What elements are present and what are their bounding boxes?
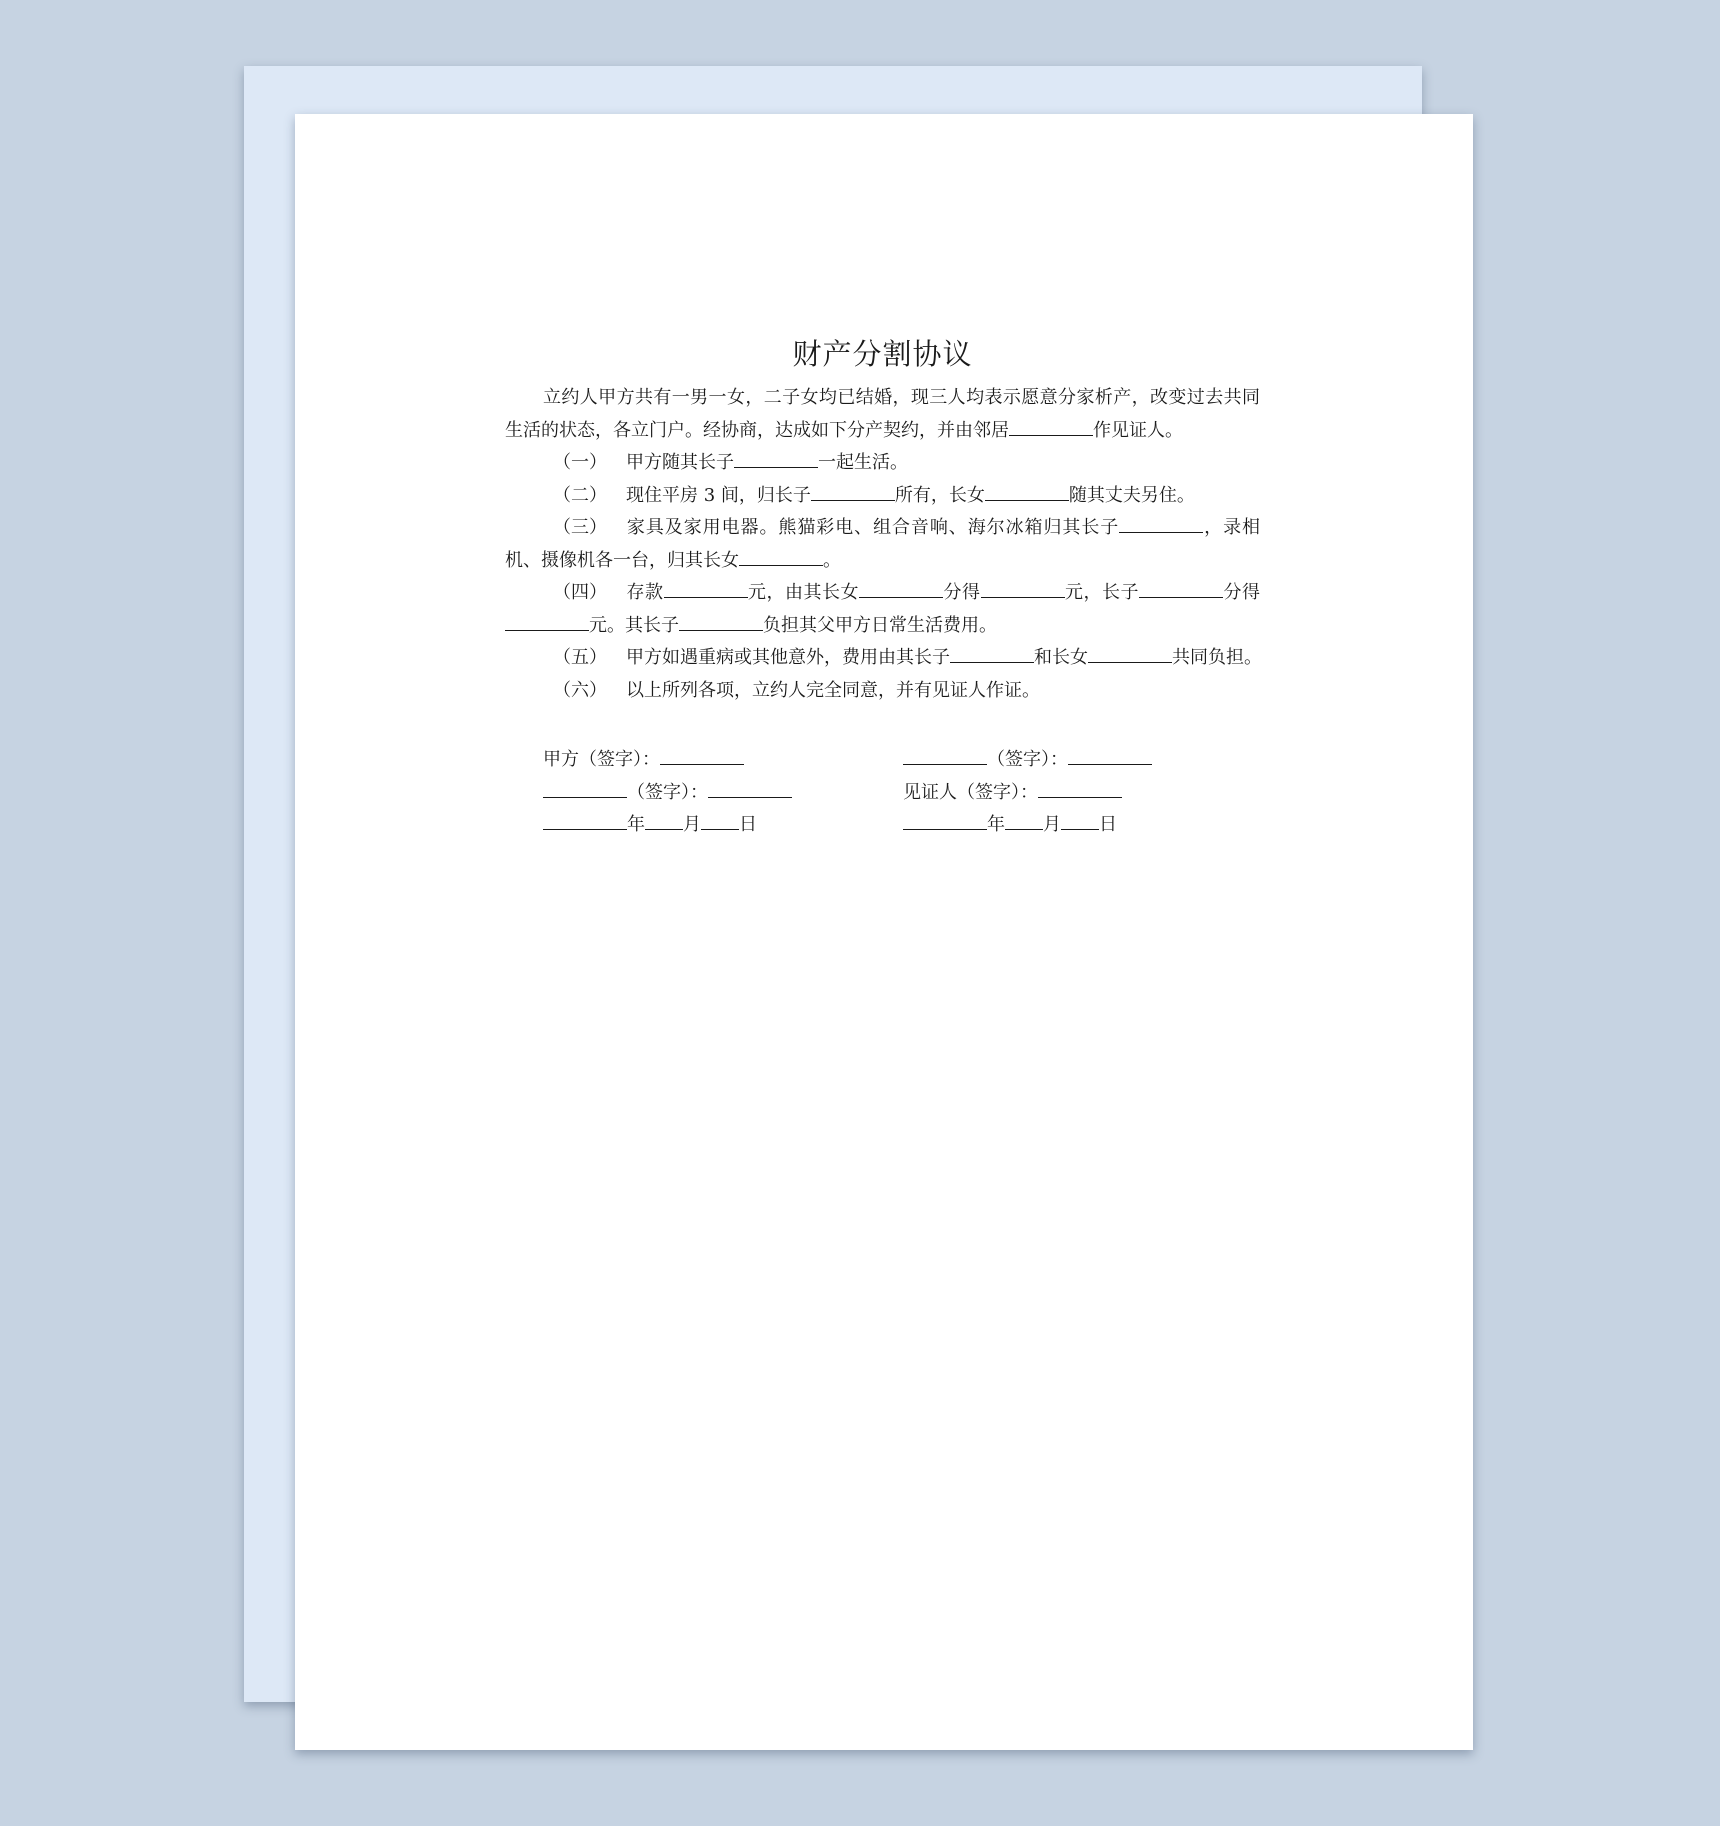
signature-label: 甲方（签字）： [543,749,660,770]
clause-5 [505,642,1260,675]
document-body [505,334,1260,707]
clause-text: 。 [823,549,841,571]
intro-paragraph [505,382,1260,447]
clause-text: 共同负担。 [1172,647,1262,668]
clause-number: （一） [553,452,607,473]
clause-4 [505,577,1260,642]
blank-field [811,480,895,501]
month-blank [1005,809,1043,830]
month-label: 月 [1043,814,1061,835]
signature-blank [1038,777,1122,798]
clause-number: （六） [553,679,607,701]
clause-text: 元，由其长女 [747,582,859,603]
blank-field [679,610,763,631]
signature-section [543,744,1263,842]
clause-1 [505,447,1260,480]
day-label: 日 [1099,814,1117,835]
signature-row-1 [543,744,1263,777]
clause-text: 分得 [1223,582,1260,603]
signature-blank [708,777,792,798]
day-blank [701,809,739,830]
blank-field [664,577,748,598]
year-label: 年 [627,814,645,835]
date-right [903,809,1263,842]
blank-field [739,545,823,566]
blank-field [1139,577,1223,598]
blank-field [950,642,1034,663]
day-blank [1061,809,1099,830]
clause-number: （三） [553,517,607,538]
document-title: 财产分割协议 [792,337,973,371]
clause-number: （二） [553,484,607,506]
blank-field [505,610,589,631]
name-blank [903,744,987,765]
clause-2 [505,480,1260,513]
party-a-signature [543,744,903,777]
year-blank [543,809,627,830]
signature-blank [1068,744,1152,765]
date-left [543,809,903,842]
signature-row-2 [543,777,1263,810]
clause-6 [505,675,1260,708]
witness-name-blank [1009,415,1093,436]
clause-text: 以上所列各项，立约人完全同意，并有见证人作证。 [626,679,1040,701]
year-label: 年 [987,814,1005,835]
clause-text: 负担其父甲方日常生活费用。 [763,614,997,636]
clause-text: 家具及家用电器。熊猫彩电、组合音响、海尔冰箱归其长子 [626,517,1120,538]
clause-text: 所有，长女 [894,484,985,506]
clause-3 [505,512,1260,577]
clause-text: 一起生活。 [818,452,908,473]
clause-text: 现住平房 3 间，归长子 [626,484,811,506]
blank-field [1119,512,1203,533]
clause-text: 元，长子 [1064,582,1139,603]
month-label: 月 [683,814,701,835]
signature-label: （签字）： [987,749,1068,770]
clause-text: ，录相机、摄像机各一台，归其长女 [505,517,1261,571]
signature-row-3 [543,809,1263,842]
year-blank [903,809,987,830]
clause-text: 甲方如遇重病或其他意外，费用由其长子 [626,647,950,668]
clause-text: 存款 [626,582,664,603]
intro-text-a: 立约人甲方共有一男一女，二子女均已结婚，现三人均表示愿意分家析产，改变过去共同生活的状态，各立门户。经协商，达成如下分产契约，并由邻居 [505,387,1260,441]
blank-field [734,447,818,468]
clause-text: 分得 [943,582,981,603]
party-c-signature [543,777,903,810]
blank-field [985,480,1069,501]
blank-field [981,577,1065,598]
signature-label: 见证人（签字）： [903,781,1038,803]
clause-text: 和长女 [1034,647,1088,668]
party-b-signature [903,744,1263,777]
document-page [295,114,1473,1750]
blank-field [859,577,943,598]
signature-blank [660,744,744,765]
intro-text-b: 作见证人。 [1093,419,1183,441]
clause-number: （五） [553,647,607,668]
clause-number: （四） [553,582,607,603]
clause-text: 甲方随其长子 [626,452,734,473]
clause-text: 随其丈夫另住。 [1068,484,1195,506]
month-blank [645,809,683,830]
signature-label: （签字）： [627,781,708,803]
blank-field [1088,642,1172,663]
clause-text: 元。其长子 [589,614,679,636]
name-blank [543,777,627,798]
witness-signature [903,777,1263,810]
day-label: 日 [739,814,757,835]
